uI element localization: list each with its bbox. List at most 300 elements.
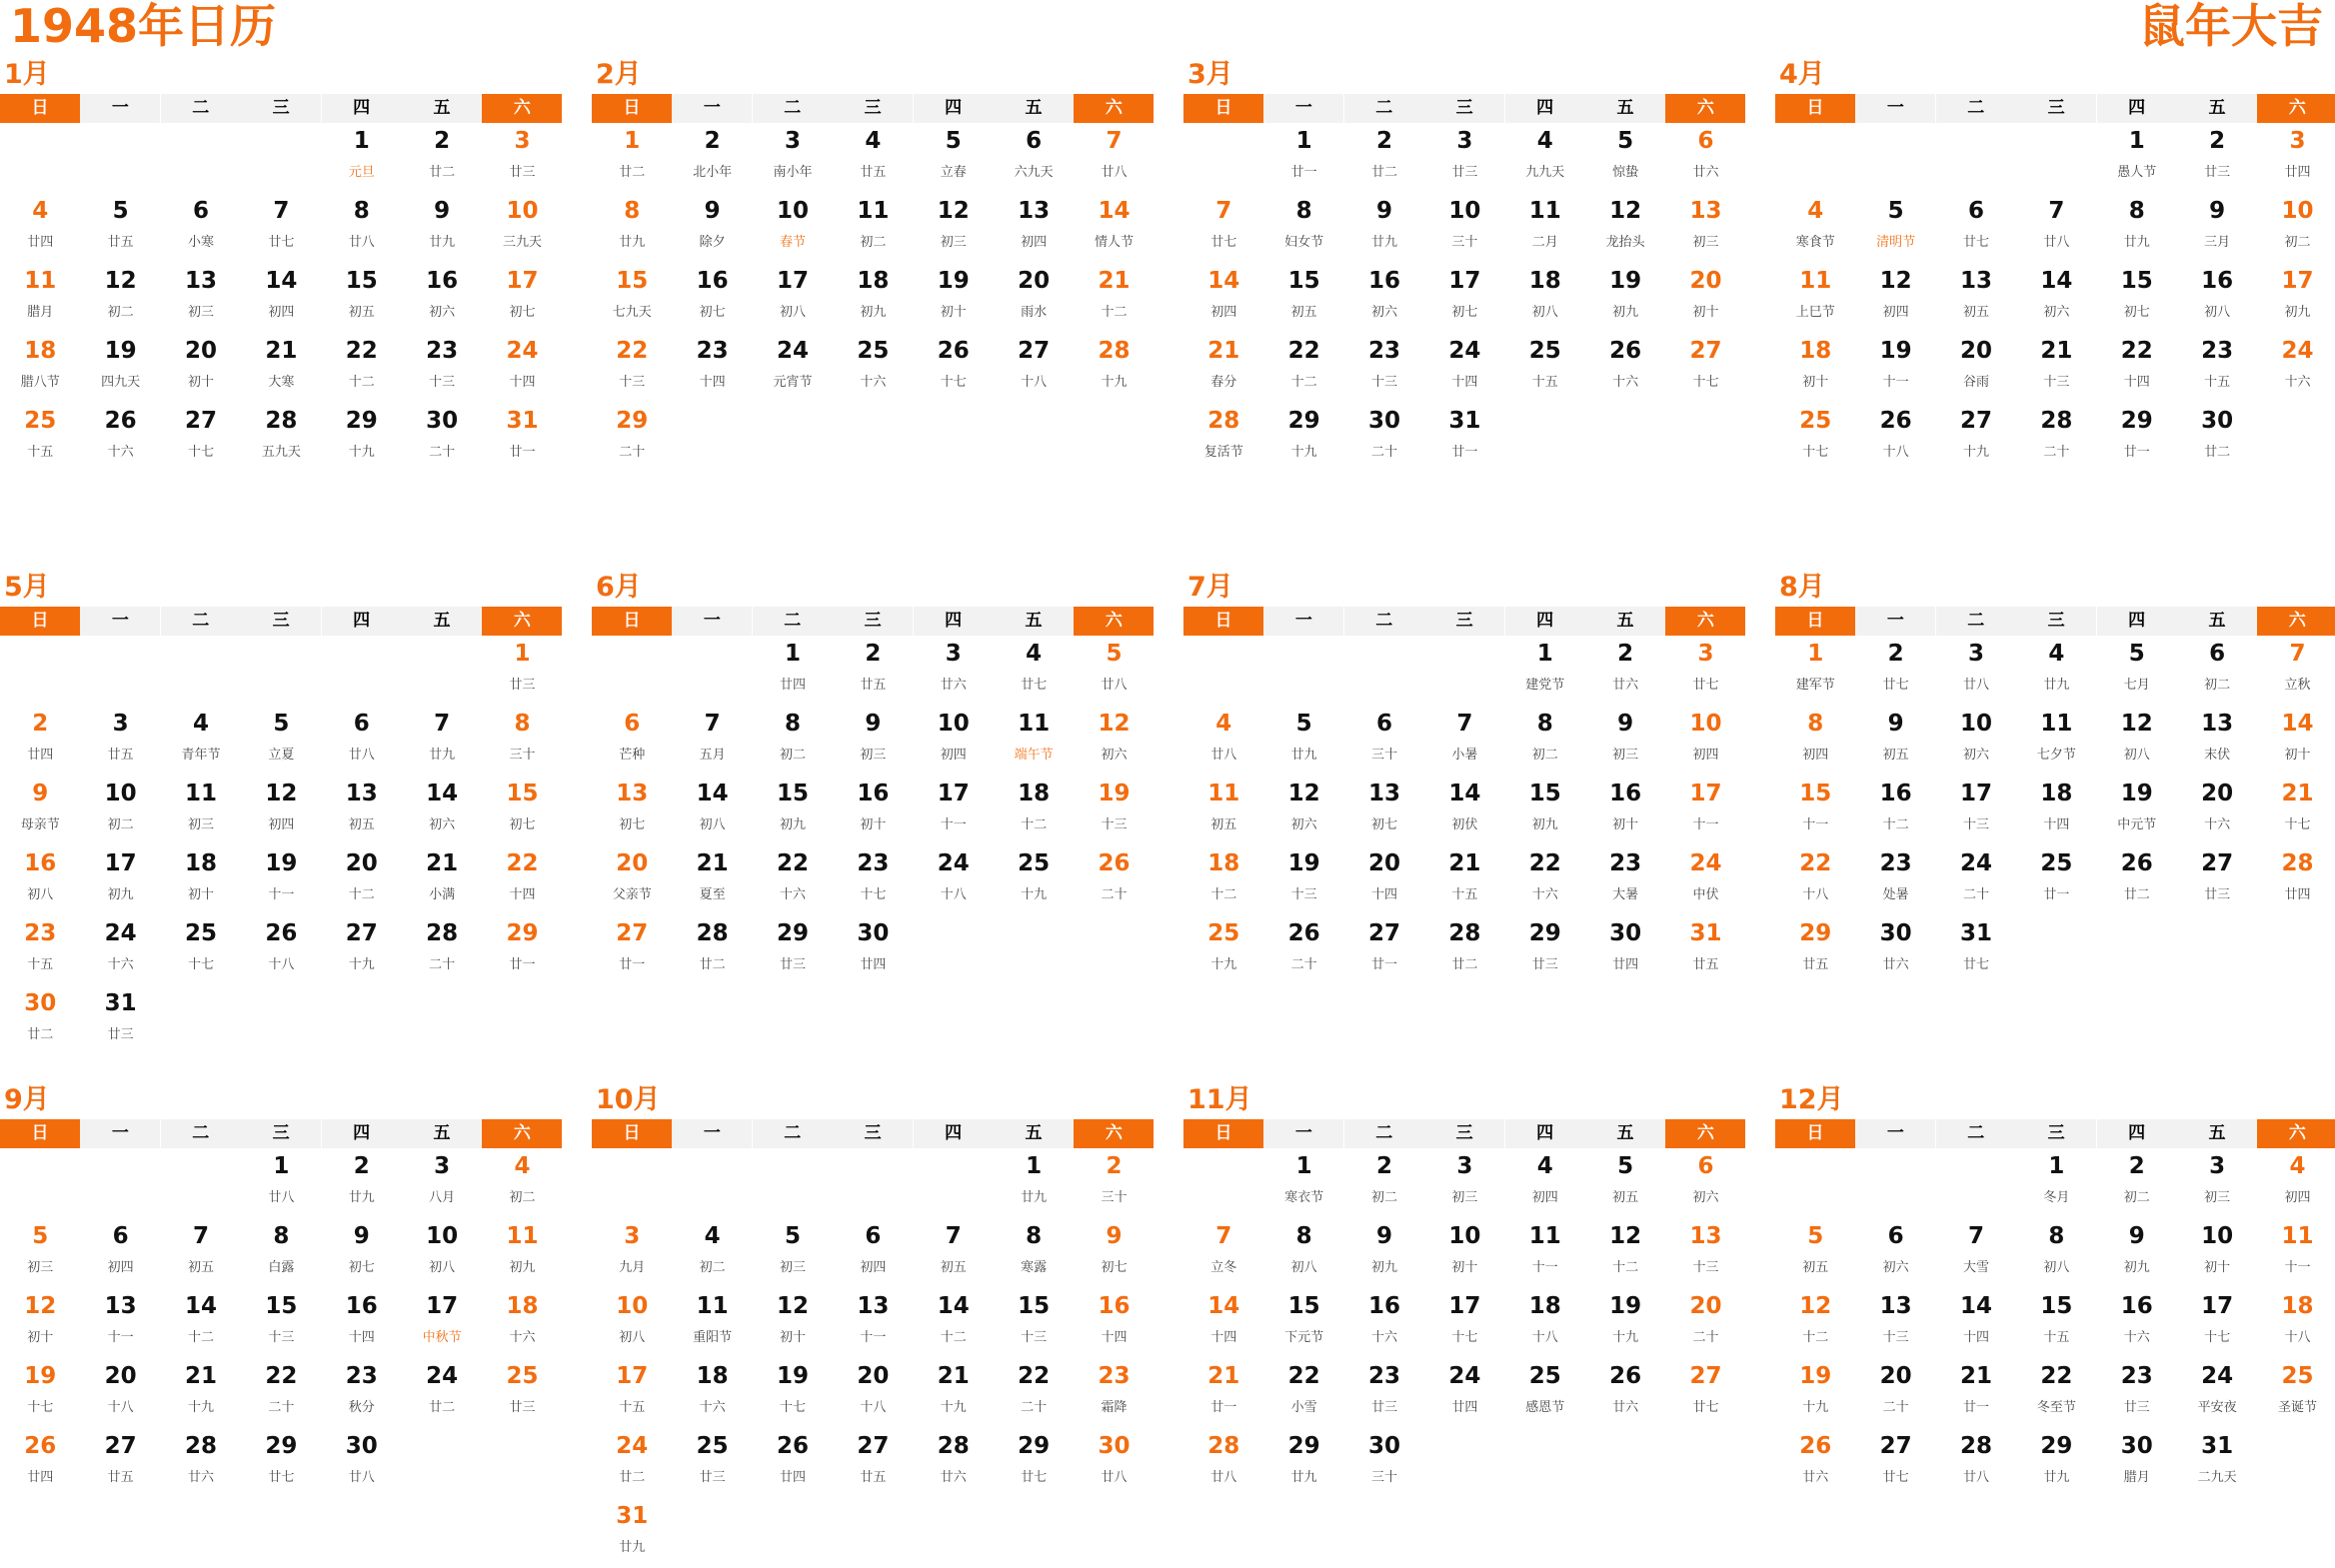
day-cell <box>402 1218 482 1288</box>
lunar-label: 十一 <box>2284 1260 2311 1275</box>
month-block <box>0 1083 563 1498</box>
day-cell <box>402 263 482 333</box>
lunar-label: 十九 <box>1290 445 1317 460</box>
day-cell <box>1424 1288 1504 1358</box>
day-number: 30 <box>345 1433 378 1459</box>
lunar-label: 十七 <box>27 1400 54 1415</box>
day-number: 18 <box>1207 850 1240 876</box>
lunar-label: 十一 <box>268 887 295 902</box>
empty-cell <box>80 1148 160 1218</box>
day-number: 6 <box>1697 1153 1714 1179</box>
weekday-label: 三 <box>1424 607 1504 636</box>
lunar-label: 十六 <box>1612 375 1639 390</box>
day-number: 14 <box>1207 268 1240 294</box>
weekday-label: 日 <box>0 1119 80 1148</box>
day-number: 31 <box>1448 408 1481 434</box>
lunar-label: 初六 <box>1370 305 1397 320</box>
weekday-label: 日 <box>1183 94 1263 123</box>
weekday-label: 三 <box>1424 94 1504 123</box>
lunar-label: 夏至 <box>699 887 726 902</box>
day-cell <box>2257 845 2335 915</box>
day-cell <box>0 776 80 845</box>
weekday-label: 一 <box>1855 607 1935 636</box>
day-number: 17 <box>1448 268 1481 294</box>
day-cell <box>1505 123 1585 193</box>
day-cell <box>322 706 402 776</box>
day-cell <box>2097 1358 2177 1428</box>
day-number: 2 <box>1617 641 1634 667</box>
day-cell <box>402 915 482 985</box>
day-cell <box>1344 123 1424 193</box>
lunar-label: 廿五 <box>860 1470 887 1485</box>
day-number: 21 <box>937 1363 970 1389</box>
day-number: 17 <box>1689 781 1722 806</box>
lunar-label: 初三 <box>860 748 887 763</box>
day-number: 23 <box>857 850 890 876</box>
lunar-label: 初八 <box>1531 305 1558 320</box>
weekday-label: 一 <box>80 1119 160 1148</box>
day-cell <box>161 1358 241 1428</box>
day-cell <box>1074 263 1154 333</box>
weekday-label: 三 <box>833 1119 913 1148</box>
day-cell <box>2097 1218 2177 1288</box>
empty-cell <box>1775 1148 1855 1218</box>
day-cell <box>1263 333 1343 403</box>
day-number: 13 <box>184 268 217 294</box>
lunar-label: 初八 <box>779 305 806 320</box>
day-cell <box>402 403 482 473</box>
lunar-label: 廿三 <box>779 957 806 972</box>
lunar-label: 八月 <box>429 1190 456 1205</box>
lunar-label: 初三 <box>940 235 967 250</box>
day-number: 23 <box>1098 1363 1131 1389</box>
day-number: 21 <box>1959 1363 1992 1389</box>
day-cell <box>1585 193 1665 263</box>
day-cell <box>1665 1288 1745 1358</box>
lunar-label: 廿二 <box>1451 957 1478 972</box>
day-cell <box>1855 706 1935 776</box>
day-number: 11 <box>506 1223 539 1249</box>
month-block <box>1775 58 2335 473</box>
day-cell <box>161 333 241 403</box>
day-cell <box>753 193 833 263</box>
day-number: 26 <box>1879 408 1912 434</box>
lunar-label: 初十 <box>779 1330 806 1345</box>
day-number: 29 <box>1528 920 1561 946</box>
day-number: 1 <box>1026 1153 1043 1179</box>
day-cell <box>833 845 913 915</box>
empty-cell <box>1855 123 1935 193</box>
day-number: 5 <box>1887 198 1904 224</box>
lunar-label: 十八 <box>268 957 295 972</box>
lunar-label: 廿九 <box>429 748 456 763</box>
lunar-label: 春分 <box>1210 375 1237 390</box>
lunar-label: 廿三 <box>2204 887 2231 902</box>
day-number: 22 <box>1799 850 1832 876</box>
day-number: 30 <box>2120 1433 2153 1459</box>
day-number: 16 <box>1367 1293 1400 1319</box>
day-number: 23 <box>24 920 57 946</box>
lunar-label: 十六 <box>107 957 134 972</box>
day-cell <box>1074 193 1154 263</box>
day-number: 19 <box>104 338 137 364</box>
lunar-label: 廿二 <box>2204 445 2231 460</box>
day-cell <box>402 123 482 193</box>
day-number: 6 <box>624 711 641 737</box>
day-number: 9 <box>434 198 451 224</box>
lunar-label: 十一 <box>940 817 967 832</box>
day-cell <box>1775 193 1855 263</box>
day-cell <box>1936 915 2016 985</box>
lunar-label: 初七 <box>699 305 726 320</box>
day-cell <box>80 1218 160 1288</box>
day-cell <box>2016 1428 2096 1498</box>
day-cell <box>1936 403 2016 473</box>
lunar-label: 十六 <box>509 1330 536 1345</box>
lunar-label: 秋分 <box>348 1400 375 1415</box>
day-cell <box>161 915 241 985</box>
lunar-label: 廿三 <box>1531 957 1558 972</box>
day-number: 27 <box>1879 1433 1912 1459</box>
day-cell <box>994 1358 1074 1428</box>
day-cell <box>1775 1288 1855 1358</box>
day-cell <box>2177 845 2257 915</box>
lunar-label: 初四 <box>2284 1190 2311 1205</box>
empty-cell <box>1775 123 1855 193</box>
lunar-label: 廿八 <box>268 1190 295 1205</box>
day-number: 20 <box>2201 781 2234 806</box>
day-cell <box>1585 1358 1665 1428</box>
day-number: 13 <box>1879 1293 1912 1319</box>
lunar-label: 廿四 <box>860 957 887 972</box>
lunar-label: 廿四 <box>27 748 54 763</box>
day-number: 3 <box>2289 128 2306 154</box>
empty-cell <box>1263 636 1343 706</box>
weekday-label: 二 <box>1344 607 1424 636</box>
day-number: 1 <box>2128 128 2145 154</box>
day-number: 5 <box>1295 711 1312 737</box>
lunar-label: 廿五 <box>860 165 887 180</box>
day-number: 18 <box>1018 781 1051 806</box>
day-cell <box>161 193 241 263</box>
day-number: 29 <box>1287 408 1320 434</box>
day-cell <box>1775 263 1855 333</box>
day-number: 25 <box>184 920 217 946</box>
lunar-label: 十六 <box>107 445 134 460</box>
day-cell <box>80 1288 160 1358</box>
day-cell <box>1074 776 1154 845</box>
lunar-label: 初四 <box>107 1260 134 1275</box>
day-number: 15 <box>616 268 649 294</box>
day-number: 8 <box>1807 711 1824 737</box>
lunar-label: 二十 <box>2043 445 2070 460</box>
lunar-label: 初五 <box>348 817 375 832</box>
day-number: 18 <box>1528 268 1561 294</box>
day-number: 16 <box>345 1293 378 1319</box>
day-number: 11 <box>1528 1223 1561 1249</box>
day-number: 15 <box>1799 781 1832 806</box>
day-cell <box>1505 193 1585 263</box>
day-cell <box>2097 1288 2177 1358</box>
lunar-label: 初三 <box>779 1260 806 1275</box>
day-number: 5 <box>1807 1223 1824 1249</box>
day-number: 24 <box>937 850 970 876</box>
lunar-label: 十二 <box>348 887 375 902</box>
weekday-label: 四 <box>322 607 402 636</box>
day-cell <box>753 123 833 193</box>
day-cell <box>1585 845 1665 915</box>
day-number: 24 <box>426 1363 459 1389</box>
day-cell <box>2097 1148 2177 1218</box>
lunar-label: 初二 <box>2123 1190 2150 1205</box>
day-number: 13 <box>2201 711 2234 737</box>
day-cell <box>2257 636 2335 706</box>
day-number: 8 <box>624 198 641 224</box>
day-cell <box>2016 1358 2096 1428</box>
lunar-label: 初九 <box>860 305 887 320</box>
lunar-label: 初七 <box>348 1260 375 1275</box>
day-number: 10 <box>616 1293 649 1319</box>
lunar-label: 初二 <box>107 817 134 832</box>
lunar-label: 母亲节 <box>20 817 60 832</box>
day-cell <box>161 706 241 776</box>
lunar-label: 初二 <box>779 748 806 763</box>
weekday-label: 五 <box>994 94 1074 123</box>
lunar-label: 十九 <box>940 1400 967 1415</box>
day-number: 7 <box>1215 198 1232 224</box>
lunar-label: 廿七 <box>1882 678 1909 693</box>
day-number: 18 <box>506 1293 539 1319</box>
day-number: 30 <box>1098 1433 1131 1459</box>
day-number: 7 <box>273 198 290 224</box>
lunar-label: 廿六 <box>940 678 967 693</box>
weekday-label: 一 <box>1855 94 1935 123</box>
day-cell <box>0 1288 80 1358</box>
day-cell <box>1665 915 1745 985</box>
day-cell <box>994 263 1074 333</box>
day-cell <box>1074 333 1154 403</box>
weekday-label: 四 <box>914 94 994 123</box>
day-number: 20 <box>1879 1363 1912 1389</box>
weekday-label: 五 <box>1585 1119 1665 1148</box>
day-number: 26 <box>776 1433 809 1459</box>
day-number: 3 <box>784 128 801 154</box>
day-number: 1 <box>273 1153 290 1179</box>
day-cell <box>1183 1428 1263 1498</box>
month-title: 2月 <box>596 59 642 90</box>
lunar-label: 初三 <box>2204 1190 2231 1205</box>
lunar-label: 青年节 <box>181 748 221 763</box>
day-cell <box>241 776 321 845</box>
day-number: 30 <box>1609 920 1642 946</box>
day-grid <box>1775 636 2335 985</box>
day-number: 12 <box>1609 1223 1642 1249</box>
day-number: 29 <box>1287 1433 1320 1459</box>
day-cell <box>994 706 1074 776</box>
day-cell <box>672 706 752 776</box>
lunar-label: 初五 <box>940 1260 967 1275</box>
lunar-label: 二十 <box>1101 887 1128 902</box>
lunar-label: 初四 <box>940 748 967 763</box>
day-number: 28 <box>265 408 298 434</box>
day-number: 21 <box>1448 850 1481 876</box>
lunar-label: 初九 <box>509 1260 536 1275</box>
day-number: 19 <box>1879 338 1912 364</box>
lunar-label: 廿九 <box>619 1540 646 1555</box>
day-grid <box>1775 1148 2335 1498</box>
lunar-label: 十二 <box>1882 817 1909 832</box>
day-number: 20 <box>1367 850 1400 876</box>
day-cell <box>2257 706 2335 776</box>
lunar-label: 廿七 <box>1692 678 1719 693</box>
day-number: 22 <box>1018 1363 1051 1389</box>
lunar-label: 初四 <box>1802 748 1829 763</box>
lunar-label: 廿四 <box>27 1470 54 1485</box>
weekday-label: 六 <box>482 94 562 123</box>
day-cell <box>1424 706 1504 776</box>
lunar-label: 五月 <box>699 748 726 763</box>
lunar-label: 初六 <box>2043 305 2070 320</box>
day-grid <box>592 636 1155 985</box>
day-cell <box>1936 845 2016 915</box>
empty-cell <box>322 636 402 706</box>
weekday-label: 日 <box>1183 607 1263 636</box>
lunar-label: 廿五 <box>107 235 134 250</box>
lunar-label: 初三 <box>1692 235 1719 250</box>
weekday-header <box>1775 94 2335 123</box>
lunar-label: 初八 <box>1290 1260 1317 1275</box>
day-number: 2 <box>434 128 451 154</box>
lunar-label: 廿七 <box>268 235 295 250</box>
day-number: 9 <box>1617 711 1634 737</box>
day-number: 27 <box>104 1433 137 1459</box>
day-cell <box>1775 915 1855 985</box>
lunar-label: 初十 <box>940 305 967 320</box>
lunar-label: 小满 <box>429 887 456 902</box>
day-number: 17 <box>937 781 970 806</box>
day-cell <box>2097 845 2177 915</box>
day-cell <box>0 193 80 263</box>
day-number: 4 <box>514 1153 531 1179</box>
day-number: 1 <box>1536 641 1553 667</box>
lunar-label: 十五 <box>27 445 54 460</box>
day-number: 3 <box>1697 641 1714 667</box>
lunar-label: 谷雨 <box>1962 375 1989 390</box>
lunar-label: 十四 <box>699 375 726 390</box>
day-cell <box>592 1498 672 1568</box>
weekday-label: 日 <box>592 607 672 636</box>
weekday-label: 三 <box>2016 1119 2096 1148</box>
day-cell <box>1505 263 1585 333</box>
day-cell <box>1344 1218 1424 1288</box>
lunar-label: 廿一 <box>509 957 536 972</box>
day-number: 24 <box>1689 850 1722 876</box>
day-number: 28 <box>1448 920 1481 946</box>
lunar-label: 廿六 <box>1612 678 1639 693</box>
day-number: 29 <box>265 1433 298 1459</box>
day-number: 23 <box>2201 338 2234 364</box>
lunar-label: 初三 <box>1612 748 1639 763</box>
lunar-label: 廿三 <box>1451 165 1478 180</box>
lunar-label: 十四 <box>1210 1330 1237 1345</box>
lunar-label: 廿四 <box>27 235 54 250</box>
day-number: 20 <box>345 850 378 876</box>
lunar-label: 廿一 <box>1962 1400 1989 1415</box>
day-number: 20 <box>1689 268 1722 294</box>
day-cell <box>592 263 672 333</box>
month-title: 7月 <box>1187 572 1233 603</box>
day-cell <box>1263 915 1343 985</box>
day-cell <box>672 915 752 985</box>
day-number: 15 <box>1287 268 1320 294</box>
day-number: 1 <box>784 641 801 667</box>
lunar-label: 元宵节 <box>773 375 813 390</box>
day-cell <box>1344 403 1424 473</box>
day-cell <box>322 333 402 403</box>
day-cell <box>1263 706 1343 776</box>
lunar-label: 十四 <box>1101 1330 1128 1345</box>
day-cell <box>1344 193 1424 263</box>
day-number: 6 <box>1887 1223 1904 1249</box>
day-number: 18 <box>857 268 890 294</box>
month-title: 1月 <box>4 59 50 90</box>
lunar-label: 初八 <box>619 1330 646 1345</box>
weekday-label: 三 <box>241 607 321 636</box>
lunar-label: 廿七 <box>1962 957 1989 972</box>
lunar-label: 初九 <box>107 887 134 902</box>
lunar-label: 末伏 <box>2204 748 2231 763</box>
lunar-label: 初六 <box>1692 1190 1719 1205</box>
day-number: 27 <box>184 408 217 434</box>
day-cell <box>994 776 1074 845</box>
day-number: 10 <box>1959 711 1992 737</box>
day-number: 26 <box>1799 1433 1832 1459</box>
day-cell <box>1585 776 1665 845</box>
lunar-label: 二十 <box>429 957 456 972</box>
day-number: 26 <box>937 338 970 364</box>
day-cell <box>753 1428 833 1498</box>
weekday-label: 五 <box>994 1119 1074 1148</box>
day-cell <box>1424 1358 1504 1428</box>
day-cell <box>1855 915 1935 985</box>
lunar-label: 廿三 <box>699 1470 726 1485</box>
day-number: 19 <box>937 268 970 294</box>
weekday-label: 六 <box>1074 94 1154 123</box>
weekday-label: 四 <box>1505 1119 1585 1148</box>
lunar-label: 十七 <box>1451 1330 1478 1345</box>
day-cell <box>1263 1288 1343 1358</box>
empty-cell <box>0 123 80 193</box>
day-cell <box>1936 776 2016 845</box>
day-cell <box>672 123 752 193</box>
empty-cell <box>833 1148 913 1218</box>
day-number: 18 <box>24 338 57 364</box>
lunar-label: 廿一 <box>1451 445 1478 460</box>
lunar-label: 十七 <box>2284 817 2311 832</box>
lunar-label: 大暑 <box>1612 887 1639 902</box>
lunar-label: 廿七 <box>1882 1470 1909 1485</box>
day-number: 18 <box>184 850 217 876</box>
lunar-label: 廿一 <box>1370 957 1397 972</box>
day-number: 22 <box>265 1363 298 1389</box>
day-cell <box>161 1428 241 1498</box>
lunar-label: 初七 <box>1451 305 1478 320</box>
empty-cell <box>402 636 482 706</box>
lunar-label: 清明节 <box>1876 235 1916 250</box>
lunar-label: 廿三 <box>1370 1400 1397 1415</box>
day-number: 11 <box>696 1293 729 1319</box>
day-cell <box>1855 1358 1935 1428</box>
